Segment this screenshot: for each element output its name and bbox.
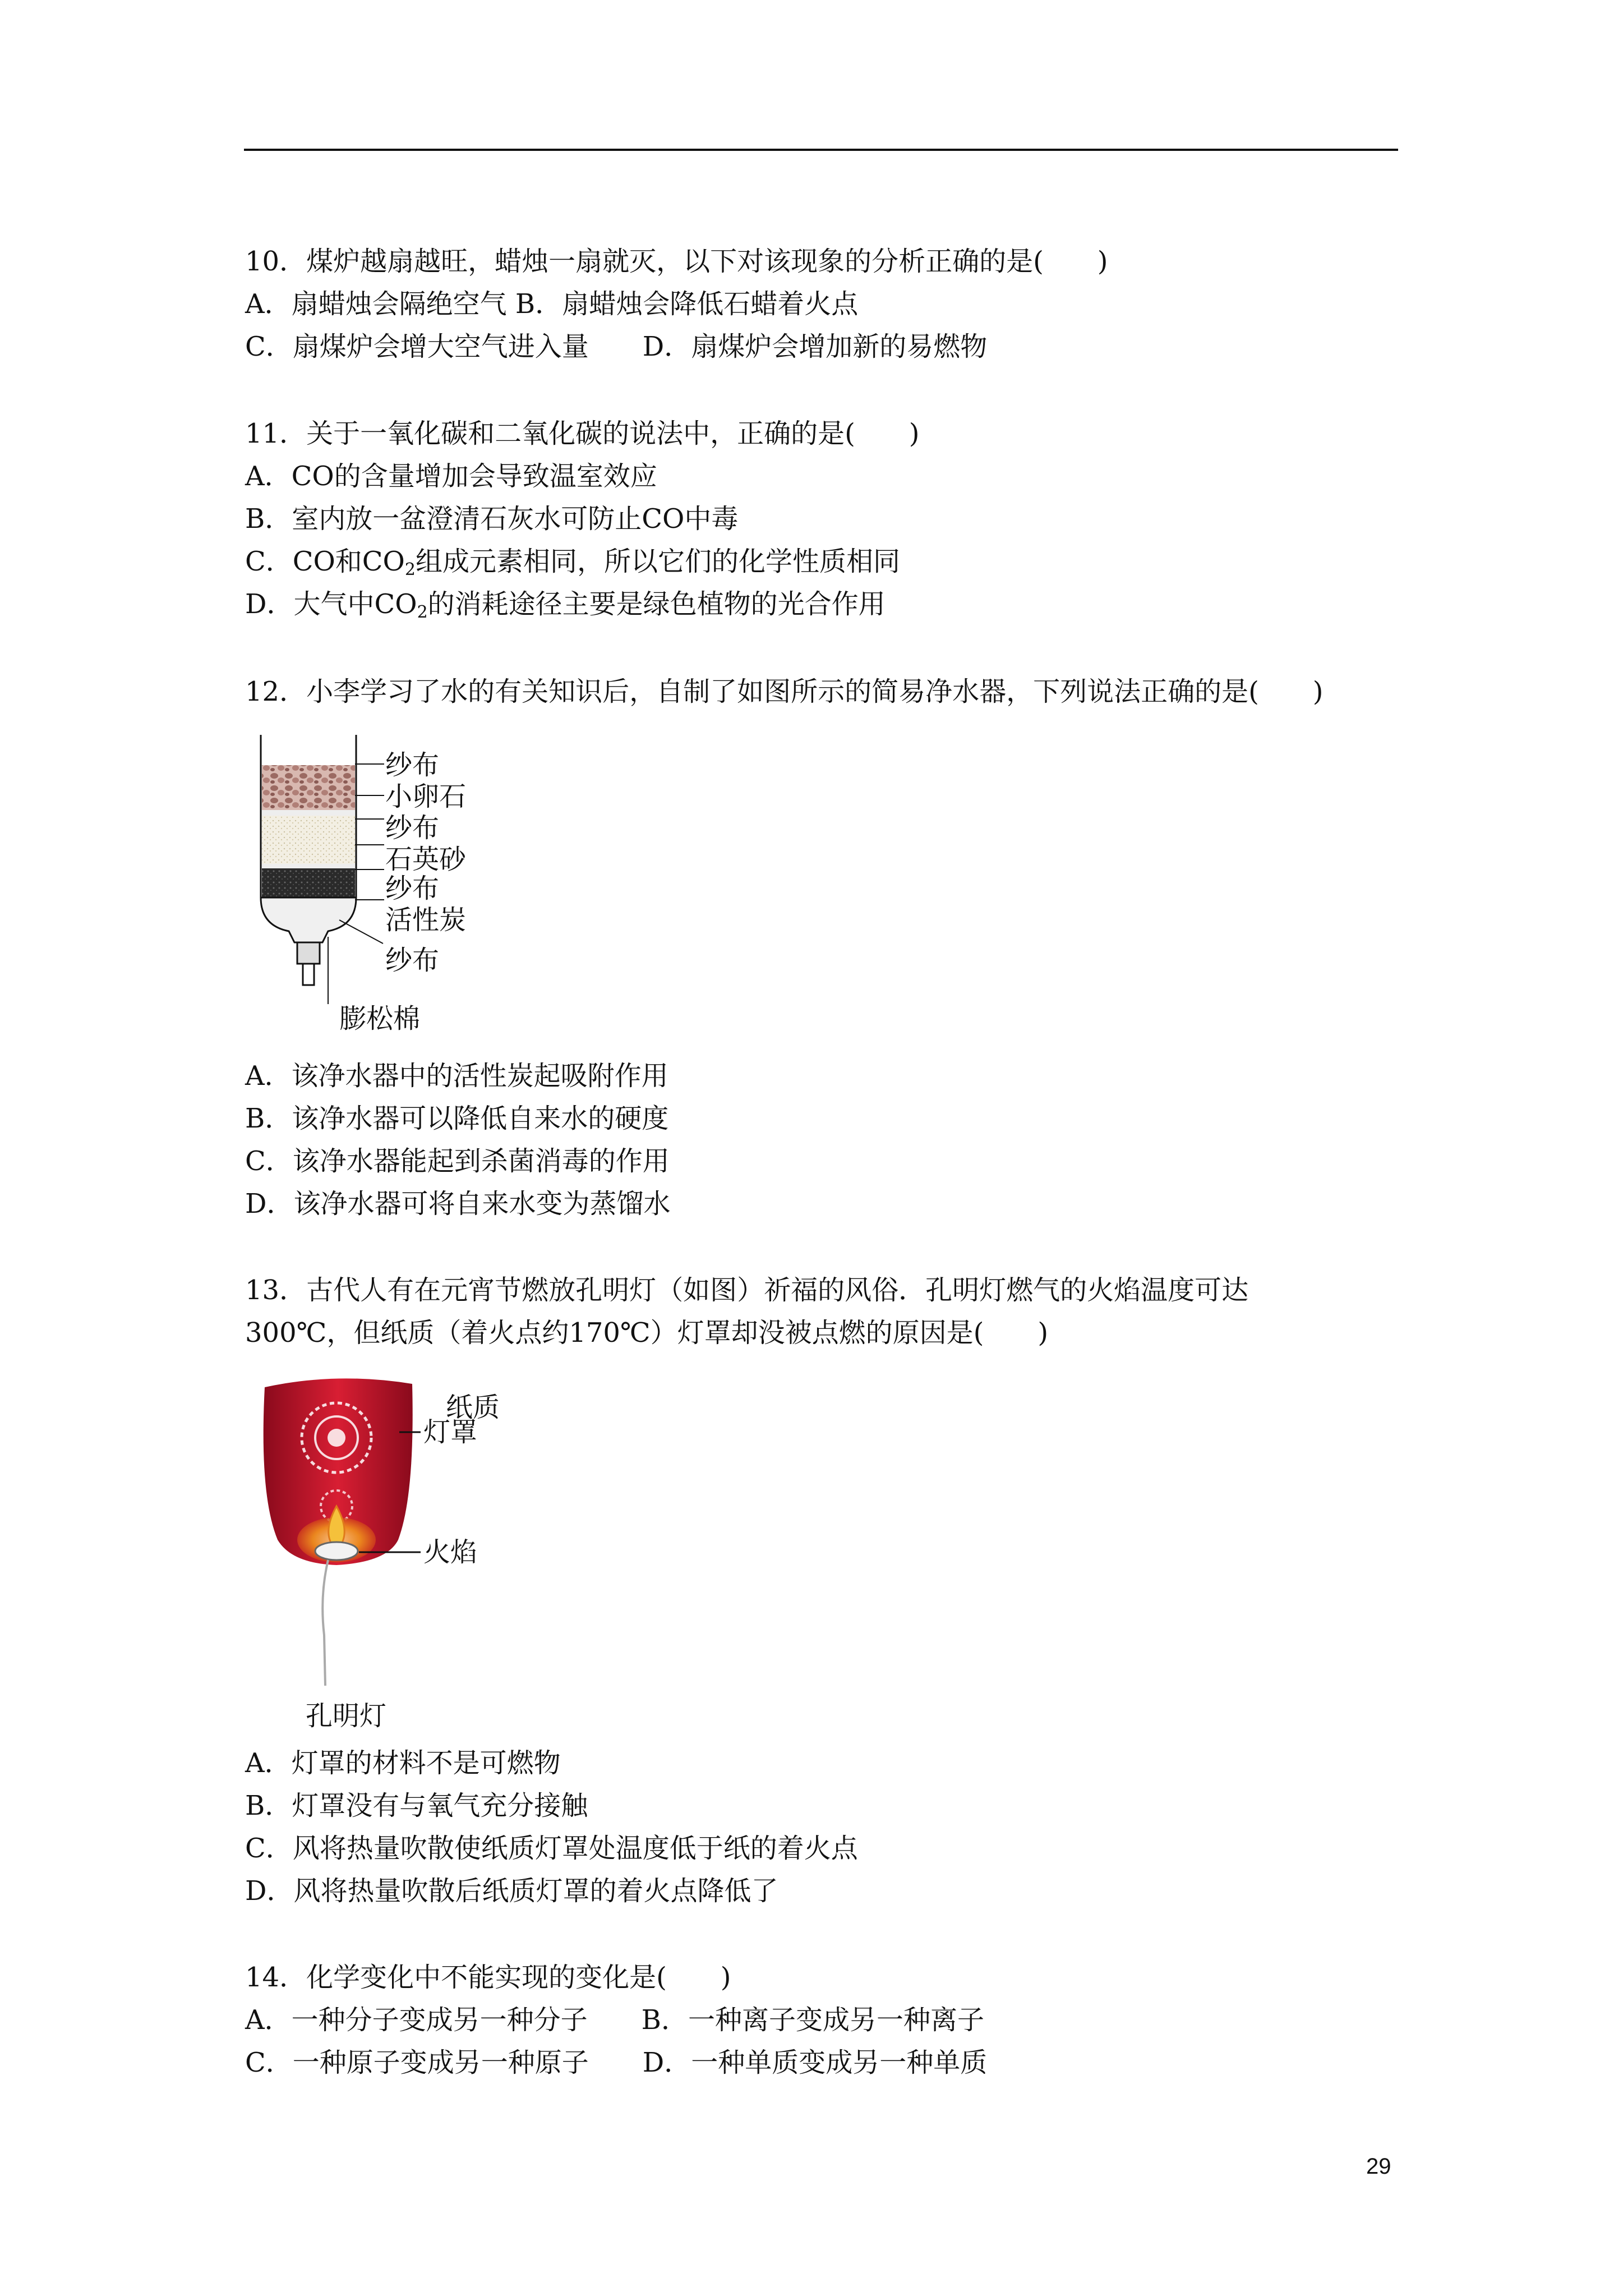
label-lantern-shade: 灯罩 [423,1416,478,1448]
question-13-stem-block [245,1269,1535,1354]
gauze-layer [262,864,355,868]
label-activated-carbon: 活性炭 [385,904,467,936]
label-cotton: 膨松棉 [339,1003,421,1034]
subscript-2: 2 [417,602,428,622]
option-c-text-1: C．CO和CO [245,546,405,577]
question-12-stem-block [245,670,1535,713]
label-sky-lantern: 孔明灯 [306,1700,387,1732]
fuel-holder [315,1542,358,1560]
water-purifier-figure [255,735,547,1049]
header-rule [244,149,1398,151]
question-12-stem: 12．小李学习了水的有关知识后，自制了如图所示的简易净水器，下列说法正确的是( ) [245,676,1324,707]
question-13-options [245,1742,1535,1912]
question-11-option-b: B．室内放一盆澄清石灰水可防止CO中毒 [245,503,739,535]
question-12-option-d: D．该净水器可将自来水变为蒸馏水 [245,1188,671,1220]
question-13-stem-line2: 300℃，但纸质（着火点约170℃）灯罩却没被点燃的原因是( ) [245,1317,1049,1349]
question-12-option-b: B．该净水器可以降低自来水的硬度 [245,1103,669,1134]
sky-lantern-figure [252,1372,544,1736]
question-14-stem: 14．化学变化中不能实现的变化是( ) [245,1962,731,1993]
purifier-bottom-cone [261,898,356,942]
page-number: 29 [1366,2154,1391,2179]
question-11-option-a: A．CO的含量增加会导致温室效应 [245,461,657,492]
question-10 [245,240,1535,368]
gauze-layer [262,810,355,816]
purifier-outlet [303,964,314,985]
label-gauze-1: 纱布 [385,749,440,781]
question-13-option-d: D．风将热量吹散后纸质灯罩的着火点降低了 [245,1875,778,1907]
label-gauze-3: 纱布 [385,873,440,904]
option-d-text-2: 的消耗途径主要是绿色植物的光合作用 [427,588,886,620]
question-13-option-c: C．风将热量吹散使纸质灯罩处温度低于纸的着火点 [245,1833,858,1864]
option-c-text-2: 组成元素相同，所以它们的化学性质相同 [415,546,900,577]
label-pebbles: 小卵石 [385,781,467,812]
question-13-option-a: A．灯罩的材料不是可燃物 [245,1747,561,1779]
subscript-2: 2 [404,560,416,579]
question-12-options [245,1055,1535,1225]
question-13-option-b: B．灯罩没有与氧气充分接触 [245,1790,588,1821]
pebble-layer [262,765,355,810]
question-10-options-cd: C．扇煤炉会增大空气进入量 D．扇煤炉会增加新的易燃物 [245,331,988,362]
question-13-stem-line1: 13．古代人有在元宵节燃放孔明灯（如图）祈福的风俗．孔明灯燃气的火焰温度可达 [245,1274,1249,1306]
label-paper: 纸质 [446,1392,500,1423]
question-14 [245,1956,1535,2084]
activated-carbon-layer [262,868,355,898]
question-10-options-ab: A．扇蜡烛会隔绝空气 B．扇蜡烛会降低石蜡着火点 [245,288,859,320]
label-gauze-2: 纱布 [385,812,440,844]
option-d-text-1: D．大气中CO [245,588,417,620]
label-gauze-4: 纱布 [385,945,440,976]
question-14-options-cd: C．一种原子变成另一种原子 D．一种单质变成另一种单质 [245,2047,988,2078]
question-14-options-ab: A．一种分子变成另一种分子 B．一种离子变成另一种离子 [245,2004,984,2036]
label-flame: 火焰 [423,1536,478,1568]
question-11-option-c [245,540,1535,583]
question-11-stem: 11．关于一氧化碳和二氧化碳的说法中，正确的是( ) [245,418,920,449]
question-11-option-d [245,583,1535,625]
quartz-sand-layer [262,816,355,864]
purifier-nozzle [297,942,320,964]
question-12-option-c: C．该净水器能起到杀菌消毒的作用 [245,1145,670,1177]
question-12-option-a: A．该净水器中的活性炭起吸附作用 [245,1060,668,1092]
label-quartz-sand: 石英砂 [385,844,467,875]
question-10-stem: 10．煤炉越扇越旺，蜡烛一扇就灭，以下对该现象的分析正确的是( ) [245,246,1108,277]
question-11 [245,412,1535,625]
